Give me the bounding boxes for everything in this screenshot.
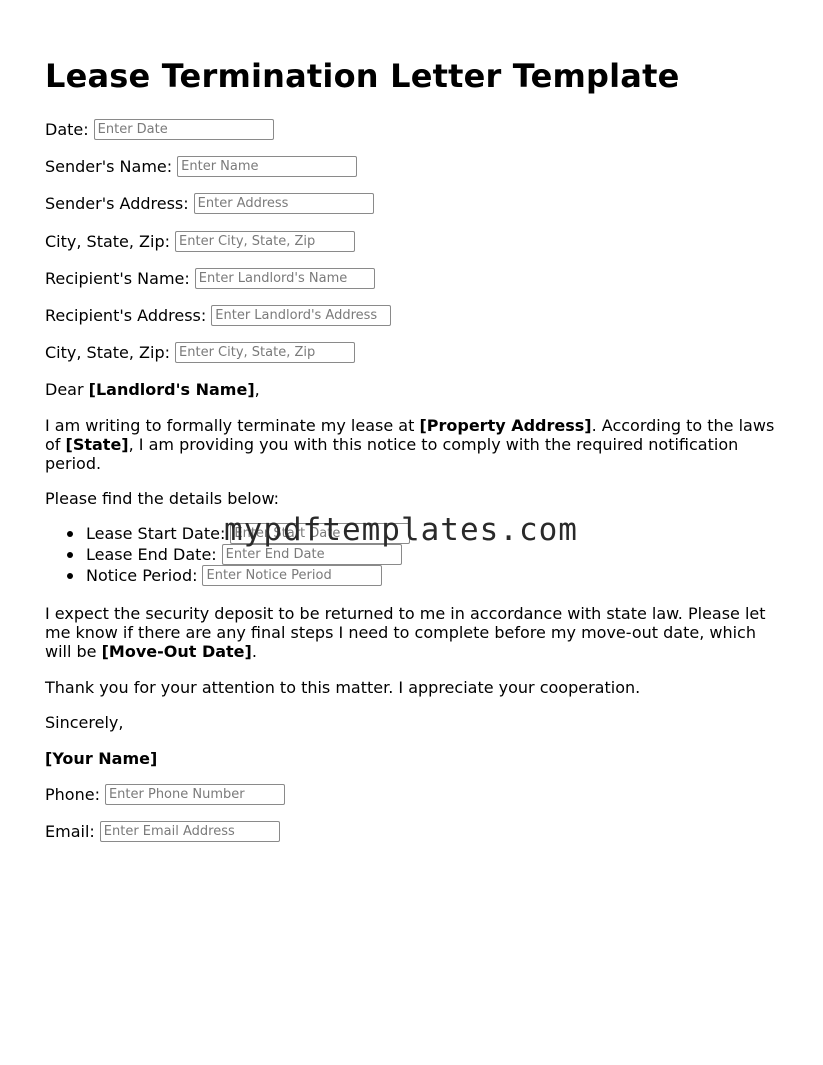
intro-text-3: , I am providing you with this notice to comply with the required notification period. bbox=[45, 435, 739, 473]
intro-paragraph bbox=[45, 416, 785, 473]
salutation bbox=[45, 380, 785, 399]
list-item bbox=[86, 523, 410, 544]
notice-period-input[interactable] bbox=[202, 565, 382, 586]
recipient-address-input[interactable] bbox=[211, 305, 391, 326]
sender-name-row bbox=[45, 156, 357, 177]
landlord-name-placeholder: [Landlord's Name] bbox=[88, 380, 255, 399]
sender-city-row bbox=[45, 231, 355, 252]
lease-end-input[interactable] bbox=[222, 544, 402, 565]
details-intro: Please find the details below: bbox=[45, 489, 280, 508]
closing: Sincerely, bbox=[45, 713, 124, 732]
phone-row bbox=[45, 784, 285, 805]
move-out-date-placeholder: [Move-Out Date] bbox=[101, 642, 252, 661]
sender-city-input[interactable] bbox=[175, 231, 355, 252]
property-address-placeholder: [Property Address] bbox=[419, 416, 592, 435]
recipient-city-label: City, State, Zip: bbox=[45, 342, 171, 362]
recipient-city-row bbox=[45, 342, 355, 363]
deposit-text-2: . bbox=[251, 642, 257, 661]
recipient-name-row bbox=[45, 268, 375, 289]
watermark-text: mypdftemplates.com bbox=[224, 512, 578, 548]
email-label: Email: bbox=[45, 821, 95, 841]
intro-text-1: I am writing to formally terminate my lease at bbox=[45, 416, 420, 435]
sender-name-input[interactable] bbox=[177, 156, 357, 177]
email-input[interactable] bbox=[100, 821, 280, 842]
thanks-paragraph: Thank you for your attention to this matter. I appreciate your cooperation. bbox=[45, 678, 641, 697]
deposit-paragraph bbox=[45, 604, 785, 661]
sender-address-input[interactable] bbox=[194, 193, 374, 214]
state-placeholder: [State] bbox=[65, 435, 129, 454]
sender-address-row bbox=[45, 193, 374, 214]
lease-start-label: Lease Start Date: bbox=[86, 524, 226, 543]
date-input[interactable] bbox=[94, 119, 274, 140]
details-list bbox=[45, 523, 410, 586]
recipient-address-row bbox=[45, 305, 391, 326]
sender-name-label: Sender's Name: bbox=[45, 156, 173, 176]
date-label: Date: bbox=[45, 119, 89, 139]
notice-period-label: Notice Period: bbox=[86, 566, 198, 585]
recipient-address-label: Recipient's Address: bbox=[45, 305, 207, 325]
phone-label: Phone: bbox=[45, 784, 100, 804]
salutation-suffix: , bbox=[254, 380, 260, 399]
date-row bbox=[45, 119, 274, 140]
salutation-prefix: Dear bbox=[45, 380, 89, 399]
intro-text-2: . According to the laws of bbox=[45, 416, 775, 454]
list-item bbox=[86, 544, 410, 565]
your-name-placeholder: [Your Name] bbox=[45, 749, 158, 768]
deposit-text-1: I expect the security deposit to be returned to me in accordance with state law. Please let me know if there are any final steps I need to complete before my move-out date, which will be bbox=[45, 604, 766, 661]
lease-start-input[interactable] bbox=[230, 523, 410, 544]
lease-end-label: Lease End Date: bbox=[86, 545, 217, 564]
recipient-city-input[interactable] bbox=[175, 342, 355, 363]
recipient-name-label: Recipient's Name: bbox=[45, 268, 190, 288]
recipient-name-input[interactable] bbox=[195, 268, 375, 289]
phone-input[interactable] bbox=[105, 784, 285, 805]
email-row bbox=[45, 821, 280, 842]
sender-city-label: City, State, Zip: bbox=[45, 231, 171, 251]
list-item bbox=[86, 565, 410, 586]
sender-address-label: Sender's Address: bbox=[45, 193, 189, 213]
page-title: Lease Termination Letter Template bbox=[45, 57, 680, 95]
